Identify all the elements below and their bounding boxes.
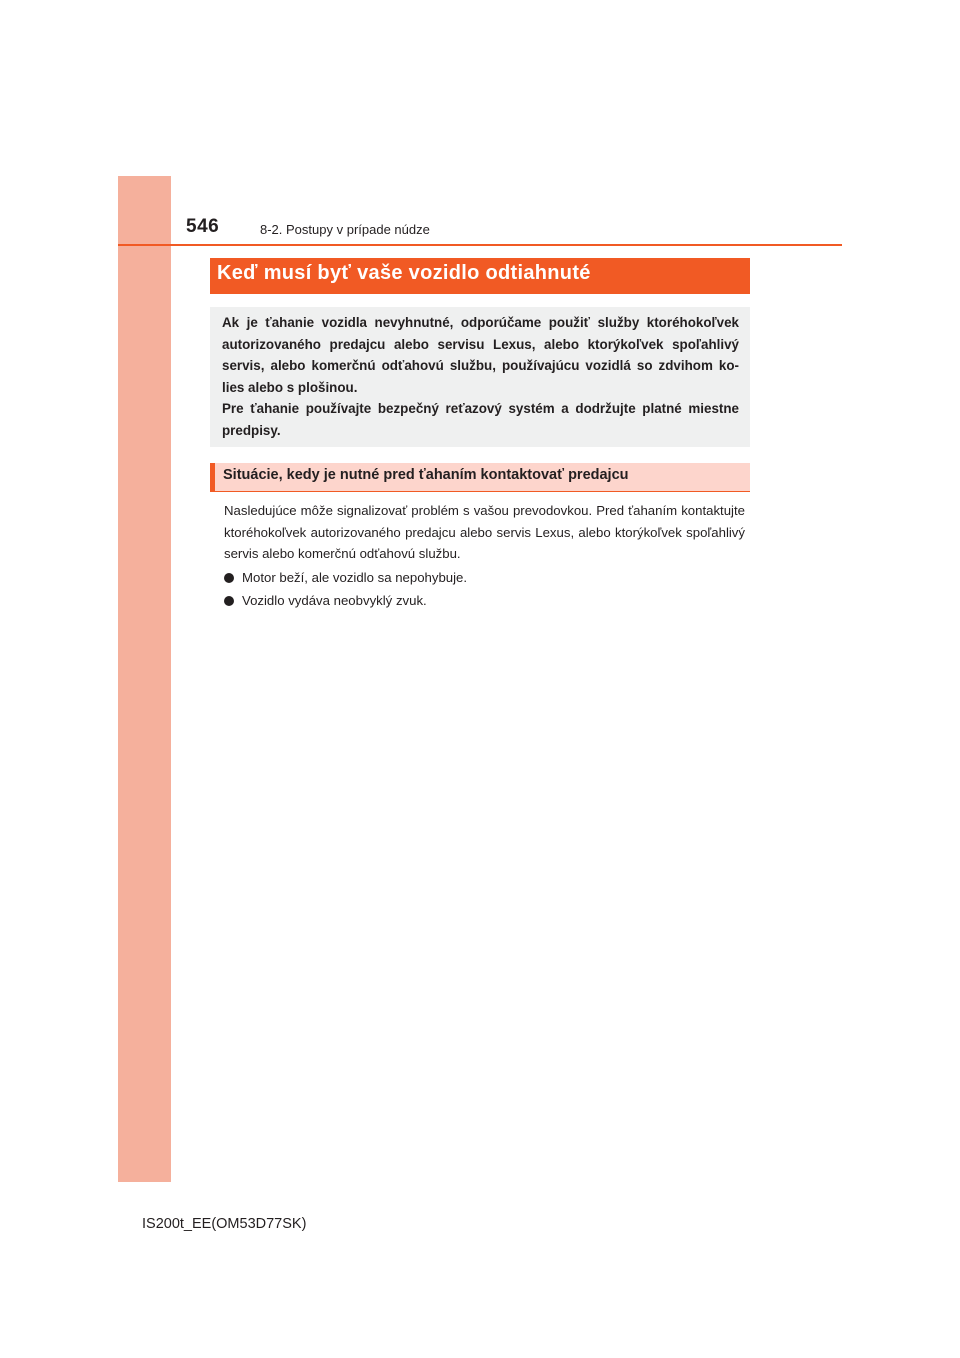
body-paragraph: Nasledujúce môže signalizovať problém s vašou prevodovkou. Pred ťahaním kontaktujte ktoréhokoľvek autorizovaného predajcu alebo servis Lexus, alebo ktorýkoľvek spoľahlivý servis alebo komerčnú odťahovú službu. xyxy=(224,503,745,562)
main-title: Keď musí byť vaše vozidlo odtiahnuté xyxy=(210,258,750,294)
info-box xyxy=(210,307,750,447)
info-paragraph: Pre ťahanie používajte bezpečný reťazový systém a dodržujte platné miestne predpisy. xyxy=(222,401,739,438)
chapter-side-strip xyxy=(118,176,171,1182)
list-item xyxy=(224,589,745,612)
bullet-list xyxy=(224,566,745,612)
list-item xyxy=(224,566,745,589)
list-item-text: Motor beží, ale vozidlo sa nepohybuje. xyxy=(242,570,468,585)
list-item-text: Vozidlo vydáva neobvyklý zvuk. xyxy=(242,593,427,608)
info-paragraph: Ak je ťahanie vozidla nevyhnutné, odporúčame použiť služby ktoréhokoľvek autorizovaného predajcu alebo servisu Lexus, alebo ktorýkoľvek spoľahlivý servis, alebo komerčnú odťahovú službu, používajúcu vozidlá so zdvihom ko-lies alebo s plošinou. xyxy=(222,315,739,395)
sub-heading: Situácie, kedy je nutné pred ťahaním kontaktovať predajcu xyxy=(210,463,750,492)
bullet-icon xyxy=(224,573,234,583)
header-rule xyxy=(118,244,842,246)
footer-model-code: IS200t_EE(OM53D77SK) xyxy=(142,1216,307,1232)
page-number: 546 xyxy=(186,216,220,237)
bullet-icon xyxy=(224,596,234,606)
section-reference: 8-2. Postupy v prípade núdze xyxy=(260,222,430,237)
